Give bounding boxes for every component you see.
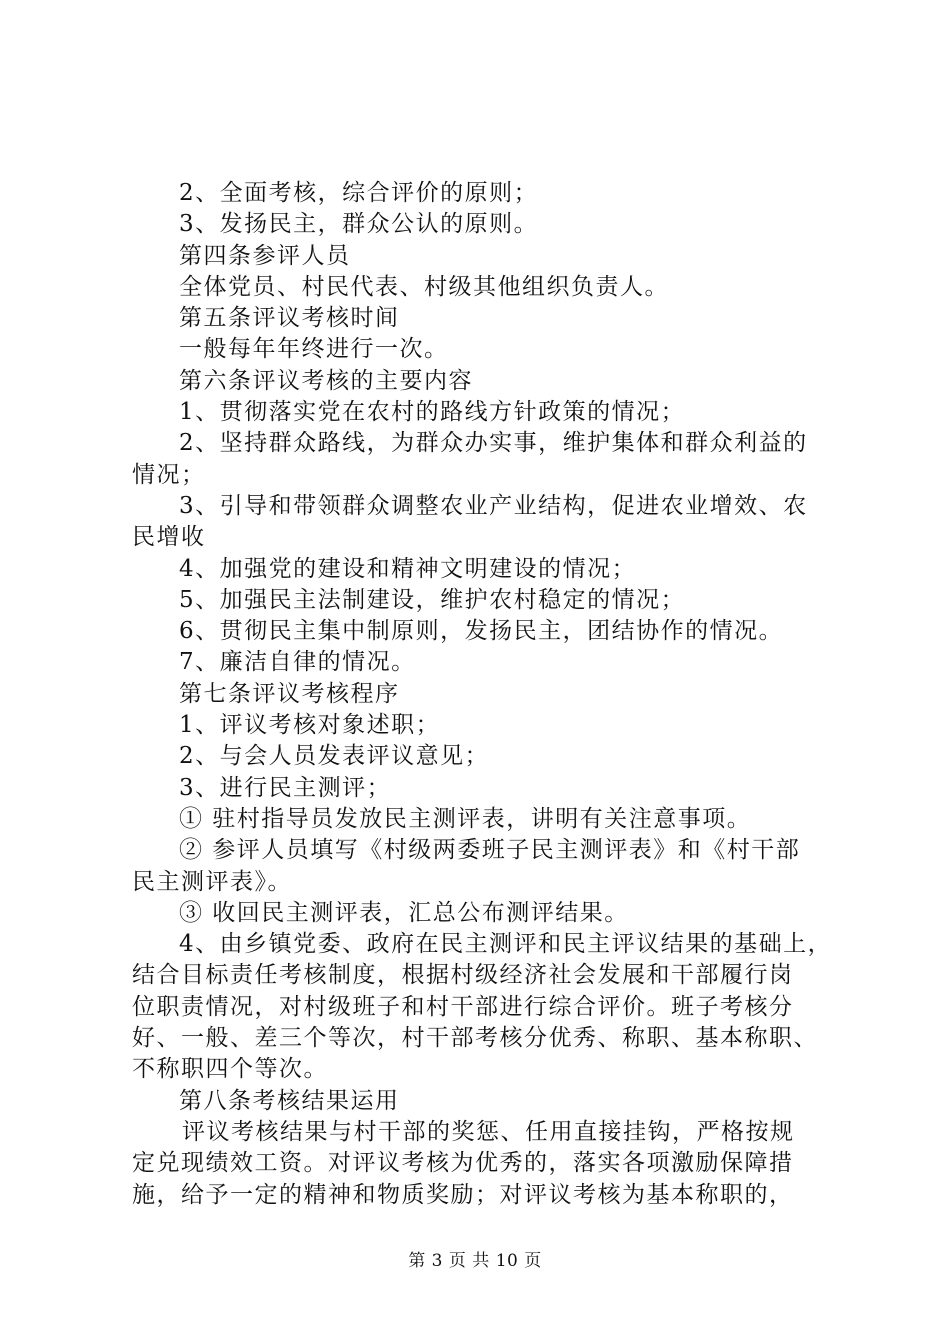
text-line: 3、进行民主测评；: [179, 774, 392, 801]
text-line: 2、坚持群众路线，为群众办实事，维护集体和群众利益的: [179, 430, 808, 457]
text-line: 2、与会人员发表评议意见；: [179, 743, 490, 770]
text-line: 3、引导和带领群众调整农业产业结构，促进农业增效、农: [179, 492, 808, 519]
text-line: 4、加强党的建设和精神文明建设的情况；: [179, 555, 637, 582]
text-line: 4、由乡镇党委、政府在民主测评和民主评议结果的基础上，: [179, 931, 833, 958]
text-line: 1、贯彻落实党在农村的路线方针政策的情况；: [179, 399, 686, 426]
text-line: 结合目标责任考核制度，根据村级经济社会发展和干部履行岗: [132, 962, 794, 989]
text-line: ② 参评人员填写《村级两委班子民主测评表》和《村干部: [179, 837, 801, 864]
text-line: 一般每年年终进行一次。: [179, 336, 449, 363]
text-line: ③ 收回民主测评表，汇总公布测评结果。: [179, 899, 629, 926]
section-heading: 第七条评议考核程序: [179, 680, 400, 707]
text-line: 3、发扬民主，群众公认的原则。: [179, 211, 539, 238]
document-body: [132, 178, 832, 1211]
section-heading: 第四条参评人员: [179, 242, 351, 269]
text-line: 不称职四个等次。: [132, 1056, 328, 1083]
text-line: 民增收: [132, 524, 206, 551]
text-line: 1、评议考核对象述职；: [179, 712, 441, 739]
section-heading: 第八条考核结果运用: [179, 1087, 400, 1114]
text-line: 5、加强民主法制建设，维护农村稳定的情况；: [179, 586, 686, 613]
text-line: 评议考核结果与村干部的奖惩、任用直接挂钩，严格按规: [182, 1118, 795, 1145]
text-line: 施，给予一定的精神和物质奖励；对评议考核为基本称职的，: [132, 1181, 794, 1208]
text-line: 情况；: [132, 461, 206, 488]
text-line: 6、贯彻民主集中制原则，发扬民主，团结协作的情况。: [179, 618, 784, 645]
text-line: 定兑现绩效工资。对评议考核为优秀的，落实各项激励保障措: [132, 1150, 794, 1177]
text-line: ① 驻村指导员发放民主测评表，讲明有关注意事项。: [179, 805, 752, 832]
text-line: 全体党员、村民代表、村级其他组织负责人。: [179, 273, 669, 300]
section-heading: 第六条评议考核的主要内容: [179, 367, 473, 394]
text-line: 位职责情况，对村级班子和村干部进行综合评价。班子考核分: [132, 993, 794, 1020]
page-number-footer: 第 3 页 共 10 页: [408, 1251, 542, 1271]
text-line: 2、全面考核，综合评价的原则；: [179, 180, 539, 206]
text-line: 民主测评表》。: [132, 868, 292, 895]
text-line: 7、廉洁自律的情况。: [179, 649, 416, 676]
section-heading: 第五条评议考核时间: [179, 305, 400, 332]
text-line: 好、一般、差三个等次，村干部考核分优秀、称职、基本称职、: [132, 1025, 818, 1052]
